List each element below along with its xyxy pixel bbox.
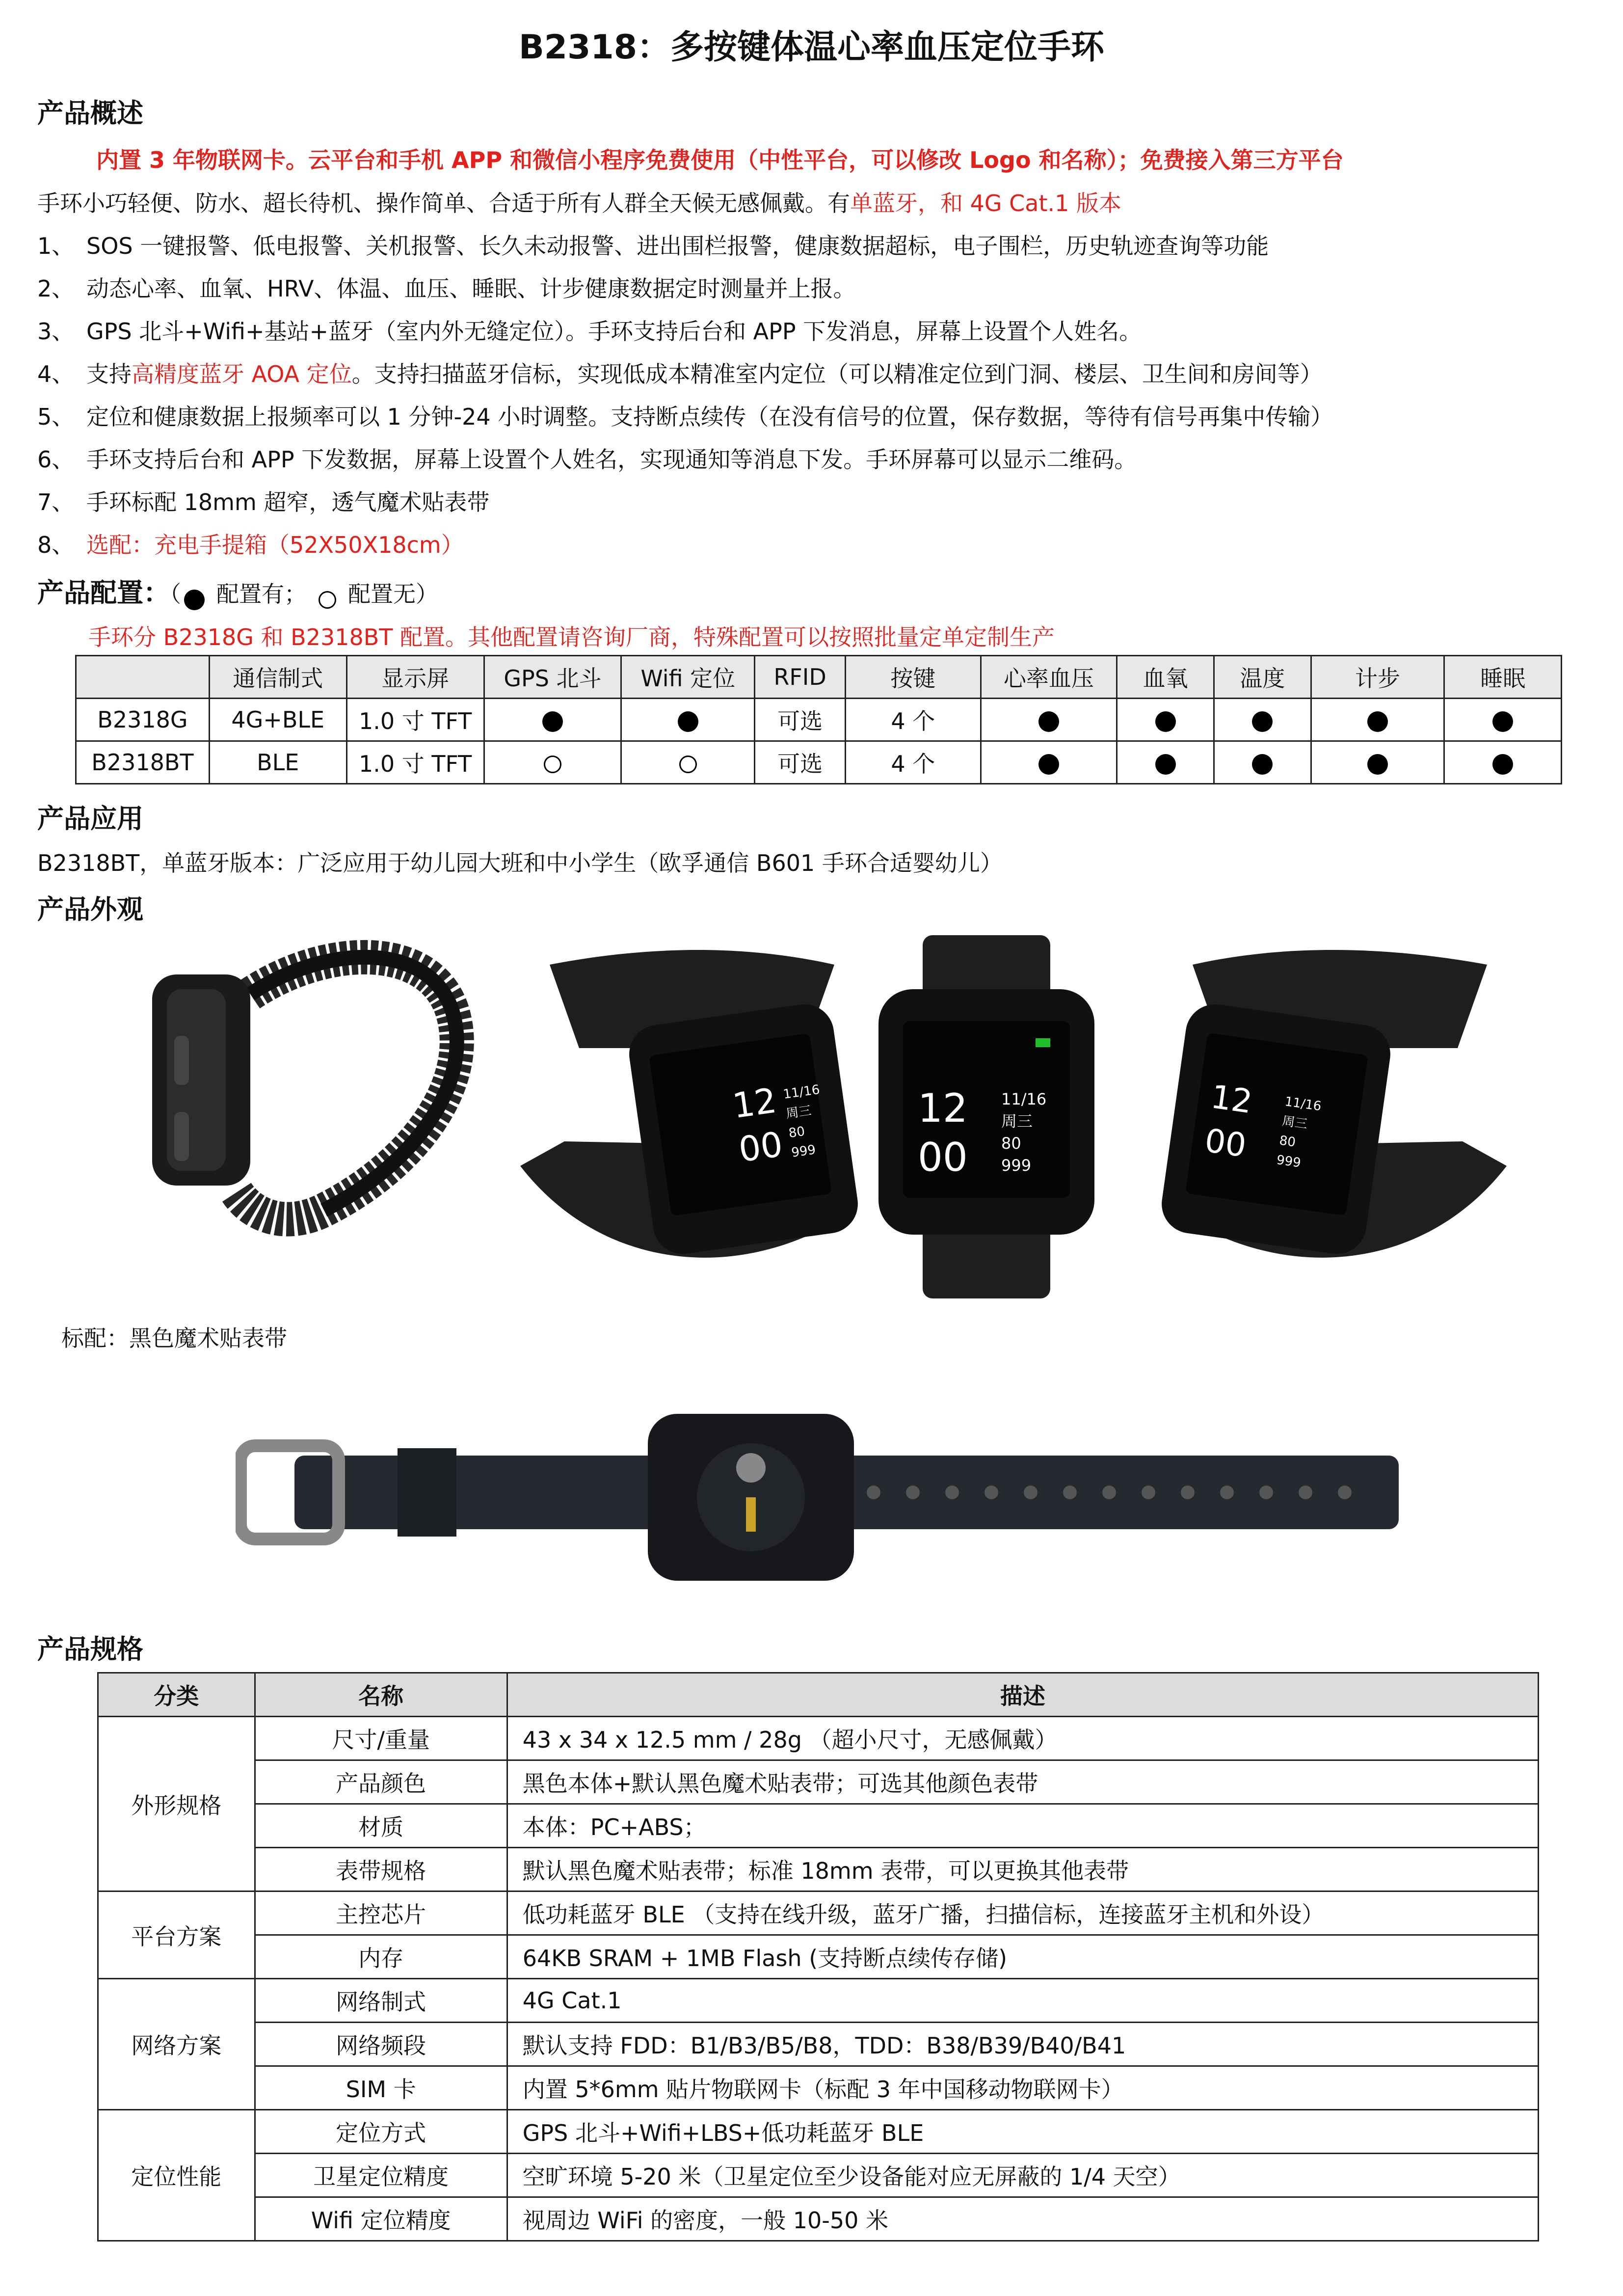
filled-dot-icon: [1492, 711, 1513, 732]
screen-minute: 00: [918, 1134, 968, 1180]
screen-date: 11/16: [782, 1082, 821, 1102]
item-text: 手环支持后台和 APP 下发数据，屏幕上设置个人姓名，实现通知等消息下发。手环屏幕可以显示二维码。: [86, 446, 1137, 473]
screen-steps: 999: [1276, 1152, 1302, 1171]
config-cell: [621, 699, 755, 741]
config-header: 按键: [846, 656, 981, 699]
spec-category: 外形规格: [98, 1717, 255, 1891]
spec-description: 空旷环境 5-20 米（卫星定位至少设备能对应无屏蔽的 1/4 天空）: [507, 2154, 1538, 2197]
screen-heart-rate: 80: [1001, 1134, 1021, 1153]
screen-date: 11/16: [1283, 1094, 1323, 1114]
filled-dot-icon: [1492, 754, 1513, 775]
filled-dot-icon: [1038, 754, 1059, 775]
spec-header-row: [98, 1673, 1539, 1717]
item-text: 选配：充电手提箱（52X50X18cm）: [86, 532, 464, 558]
appearance-caption: 标配：黑色魔术贴表带: [61, 1325, 287, 1351]
empty-circle-icon: [679, 756, 697, 773]
item-text-pre: 支持: [86, 361, 132, 387]
config-row: [76, 741, 1562, 784]
config-header: 显示屏: [346, 656, 484, 699]
overview-item-7: [37, 485, 489, 517]
config-heading: 产品配置：: [37, 577, 170, 608]
config-row: [76, 699, 1562, 741]
screen-heart-rate: 80: [1278, 1133, 1297, 1150]
watch-front-photo: [869, 935, 1104, 1298]
item-text: GPS 北斗+Wifi+基站+蓝牙（室内外无缝定位）。手环支持后台和 APP 下发消息，屏幕上设置个人姓名。: [86, 318, 1142, 345]
spec-name: 材质: [255, 1804, 507, 1848]
overview-item-6: [37, 442, 1137, 474]
overview-item-8: [37, 527, 464, 560]
screen-steps: 999: [790, 1142, 817, 1161]
config-header: 睡眠: [1444, 656, 1562, 699]
screen-hour: 12: [918, 1085, 968, 1131]
spec-row: [98, 2023, 1539, 2066]
spec-description: GPS 北斗+Wifi+LBS+低功耗蓝牙 BLE: [507, 2110, 1538, 2154]
spec-header: 名称: [255, 1673, 507, 1717]
config-model-name: B2318BT: [76, 741, 210, 784]
spec-name: SIM 卡: [255, 2066, 507, 2110]
spec-description: 视周边 WiFi 的密度，一般 10-50 米: [507, 2197, 1538, 2241]
spec-row: [98, 1891, 1539, 1935]
overview-item-2: [37, 271, 856, 303]
config-cell: [1444, 699, 1562, 741]
screen-minute: 00: [736, 1124, 785, 1170]
config-cell: 1.0 寸 TFT: [346, 699, 484, 741]
spec-description: 内置 5*6mm 贴片物联网卡（标配 3 年中国移动物联网卡）: [507, 2066, 1538, 2110]
item-number: 8、: [37, 532, 75, 558]
spec-row: [98, 1979, 1539, 2023]
config-header: 通信制式: [209, 656, 346, 699]
appearance-heading: 产品外观: [37, 894, 143, 925]
spec-row: [98, 1804, 1539, 1848]
spec-category: 网络方案: [98, 1979, 255, 2110]
application-heading: 产品应用: [37, 803, 143, 834]
spec-header: 分类: [98, 1673, 255, 1717]
filled-dot-icon: [542, 711, 563, 732]
spec-name: Wifi 定位精度: [255, 2197, 507, 2241]
overview-highlight: 内置 3 年物联网卡。云平台和手机 APP 和微信小程序免费使用（中性平台，可以修改 Logo 和名称）；免费接入第三方平台: [96, 147, 1344, 173]
spec-row: [98, 2197, 1539, 2241]
item-text: 动态心率、血氧、HRV、体温、血压、睡眠、计步健康数据定时测量并上报。: [86, 275, 856, 302]
overview-intro: [37, 186, 1121, 218]
config-table: [75, 655, 1562, 784]
spec-row: [98, 1848, 1539, 1891]
spec-description: 默认支持 FDD：B1/B3/B5/B8，TDD：B38/B39/B40/B41: [507, 2023, 1538, 2066]
spec-row: [98, 2110, 1539, 2154]
item-number: 2、: [37, 275, 75, 302]
config-cell: 可选: [755, 741, 846, 784]
config-model-name: B2318G: [76, 699, 210, 741]
spec-name: 定位方式: [255, 2110, 507, 2154]
overview-item-5: [37, 399, 1333, 432]
watch-side-photo: [137, 935, 481, 1269]
spec-row: [98, 1760, 1539, 1804]
empty-circle-icon: [544, 756, 561, 773]
spec-name: 产品颜色: [255, 1760, 507, 1804]
item-text: 手环标配 18mm 超窄，透气魔术贴表带: [86, 489, 490, 515]
config-header-row: [76, 656, 1562, 699]
spec-row: [98, 2066, 1539, 2110]
config-header: 计步: [1311, 656, 1444, 699]
config-cell: 1.0 寸 TFT: [346, 741, 484, 784]
screen-weekday: 周三: [1001, 1112, 1033, 1131]
filled-dot-icon: [1155, 711, 1176, 732]
spec-header: 描述: [507, 1673, 1538, 1717]
spec-description: 43 x 34 x 12.5 mm / 28g （超小尺寸，无感佩戴）: [507, 1717, 1538, 1760]
filled-dot-icon: [1038, 711, 1059, 732]
filled-dot-icon: [1252, 711, 1273, 732]
legend-no: 配置无）: [348, 581, 438, 607]
config-cell: 可选: [755, 699, 846, 741]
overview-intro-text: 手环小巧轻便、防水、超长待机、操作简单、合适于所有人群全天候无感佩戴。有: [37, 190, 850, 216]
filled-dot-icon: [1367, 754, 1388, 775]
item-number: 7、: [37, 489, 75, 515]
config-cell: 4 个: [846, 699, 981, 741]
filled-dot-icon: [184, 590, 205, 610]
config-cell: [1117, 741, 1214, 784]
spec-name: 尺寸/重量: [255, 1717, 507, 1760]
config-cell: [981, 699, 1117, 741]
config-cell: BLE: [209, 741, 346, 784]
config-cell: 4G+BLE: [209, 699, 346, 741]
overview-item-3: [37, 314, 1142, 346]
spec-row: [98, 2154, 1539, 2197]
overview-item-1: [37, 228, 1269, 261]
item-number: 5、: [37, 404, 75, 430]
screen-minute: 00: [1202, 1121, 1249, 1165]
spec-name: 表带规格: [255, 1848, 507, 1891]
screen-hour: 12: [1208, 1078, 1255, 1121]
spec-row: [98, 1935, 1539, 1979]
config-cell: [1311, 699, 1444, 741]
screen-steps: 999: [1001, 1156, 1032, 1175]
config-header: GPS 北斗: [484, 656, 621, 699]
filled-dot-icon: [1252, 754, 1273, 775]
spec-name: 卫星定位精度: [255, 2154, 507, 2197]
config-cell: [1214, 699, 1311, 741]
page-title: B2318：多按键体温心率血压定位手环: [518, 28, 1105, 67]
item-number: 6、: [37, 446, 75, 473]
spec-row: [98, 1717, 1539, 1760]
spec-description: 64KB SRAM + 1MB Flash (支持断点续传存储): [507, 1935, 1538, 1979]
screen-hour: 12: [730, 1080, 779, 1127]
screen-heart-rate: 80: [788, 1124, 806, 1141]
spec-table: [97, 1672, 1539, 2242]
filled-dot-icon: [1367, 711, 1388, 732]
filled-dot-icon: [1155, 754, 1176, 775]
config-heading-row: [37, 572, 438, 610]
item-number: 1、: [37, 233, 75, 259]
config-cell: [1444, 741, 1562, 784]
config-header: RFID: [755, 656, 846, 699]
overview-item-4: [37, 356, 1323, 389]
spec-name: 网络制式: [255, 1979, 507, 2023]
config-header: Wifi 定位: [621, 656, 755, 699]
config-cell: [1214, 741, 1311, 784]
config-cell: [484, 741, 621, 784]
spec-category: 平台方案: [98, 1891, 255, 1979]
config-cell: [621, 741, 755, 784]
empty-circle-icon: [319, 591, 336, 609]
config-cell: [484, 699, 621, 741]
item-text: 定位和健康数据上报频率可以 1 分钟-24 小时调整。支持断点续传（在没有信号的位置，保存数据，等待有信号再集中传输）: [86, 404, 1333, 430]
filled-dot-icon: [678, 711, 698, 732]
spec-name: 网络频段: [255, 2023, 507, 2066]
spec-description: 4G Cat.1: [507, 1979, 1538, 2023]
config-cell: [981, 741, 1117, 784]
config-header: 心率血压: [981, 656, 1117, 699]
legend-open: （: [170, 581, 181, 607]
screen-date: 11/16: [1001, 1090, 1047, 1108]
spec-category: 定位性能: [98, 2110, 255, 2241]
config-cell: [1117, 699, 1214, 741]
spec-name: 内存: [255, 1935, 507, 1979]
config-cell: 4 个: [846, 741, 981, 784]
application-text: B2318BT，单蓝牙版本：广泛应用于幼儿园大班和中小学生（欧孚通信 B601 手环合适婴幼儿）: [37, 850, 1003, 876]
config-header: [76, 656, 210, 699]
spec-description: 低功耗蓝牙 BLE （支持在线升级，蓝牙广播，扫描信标，连接蓝牙主机和外设）: [507, 1891, 1538, 1935]
watch-back-strap-photo: [236, 1409, 1413, 1586]
spec-description: 默认黑色魔术贴表带；标准 18mm 表带，可以更换其他表带: [507, 1848, 1538, 1891]
item-number: 3、: [37, 318, 75, 345]
watch-angled-right-photo: [1153, 935, 1526, 1284]
item-text: 。支持扫描蓝牙信标，实现低成本精准室内定位（可以精准定位到门洞、楼层、卫生间和房间等）: [351, 361, 1323, 387]
overview-intro-red: 单蓝牙，和 4G Cat.1 版本: [850, 190, 1122, 216]
screen-weekday: 周三: [1281, 1113, 1309, 1132]
config-note: 手环分 B2318G 和 B2318BT 配置。其他配置请咨询厂商，特殊配置可以按照批量定单定制生产: [88, 624, 1055, 650]
config-header: 血氧: [1117, 656, 1214, 699]
config-header: 温度: [1214, 656, 1311, 699]
legend-yes: 配置有；: [216, 581, 307, 607]
spec-name: 主控芯片: [255, 1891, 507, 1935]
overview-heading: 产品概述: [37, 98, 143, 129]
item-number: 4、: [37, 361, 75, 387]
spec-description: 黑色本体+默认黑色魔术贴表带；可选其他颜色表带: [507, 1760, 1538, 1804]
watch-angled-left-photo: [491, 935, 874, 1284]
config-cell: [1311, 741, 1444, 784]
spec-description: 本体：PC+ABS；: [507, 1804, 1538, 1848]
item-text-red: 高精度蓝牙 AOA 定位: [132, 361, 352, 387]
screen-weekday: 周三: [785, 1103, 813, 1122]
item-text: SOS 一键报警、低电报警、关机报警、长久未动报警、进出围栏报警，健康数据超标，电子围栏，历史轨迹查询等功能: [86, 233, 1269, 259]
spec-heading: 产品规格: [37, 1634, 143, 1665]
